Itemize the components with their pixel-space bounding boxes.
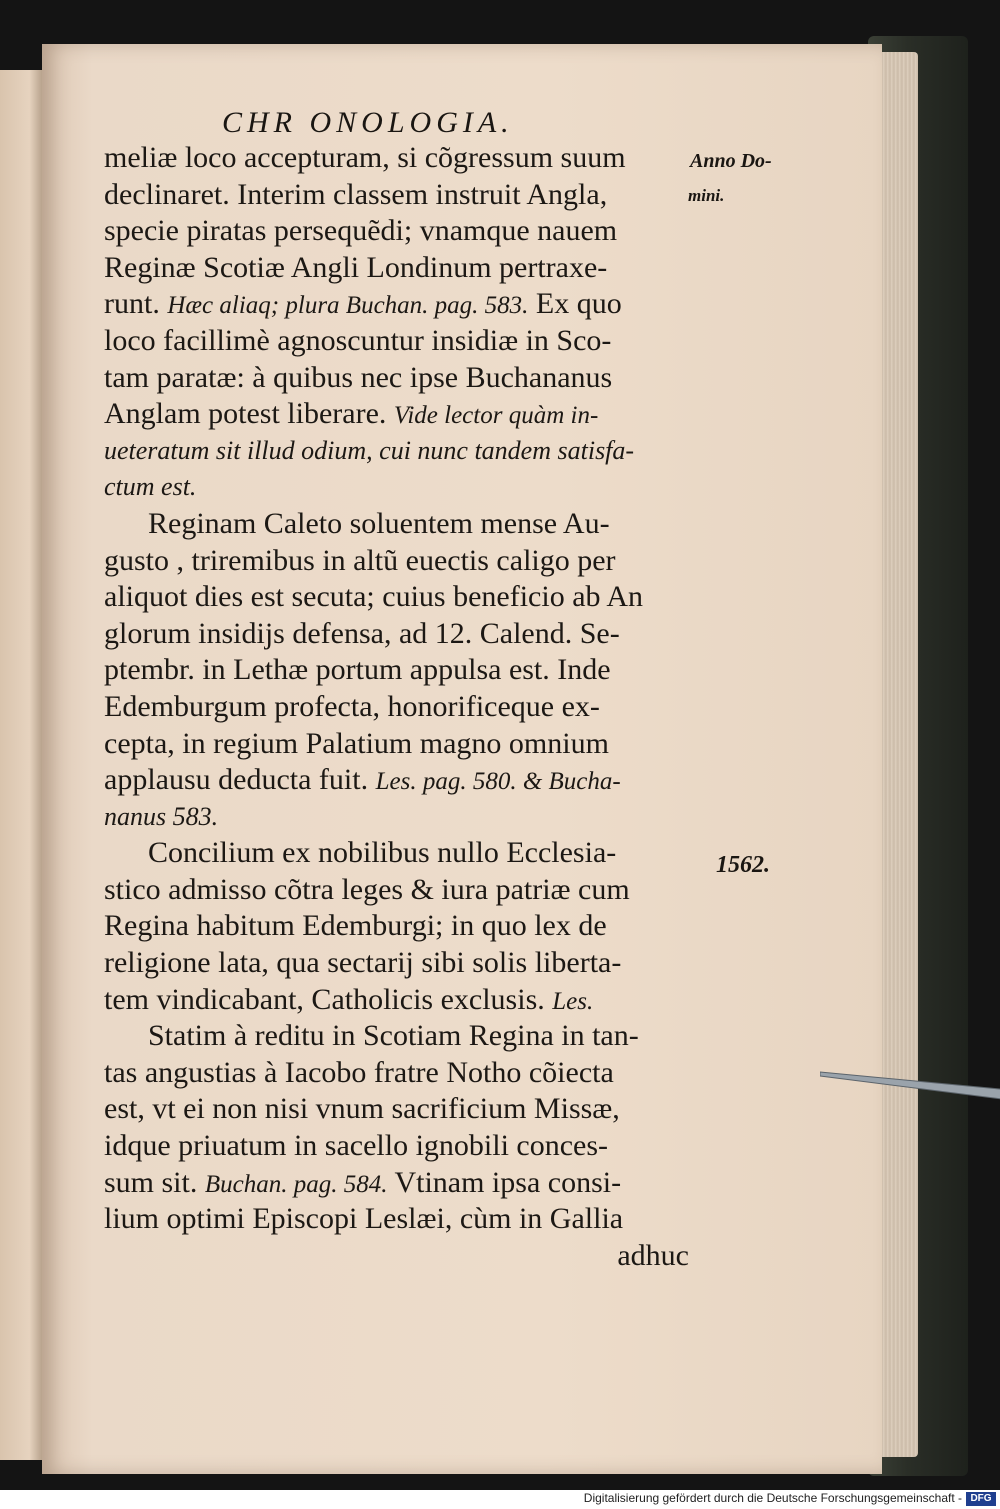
text-line: [104, 616, 689, 653]
text-line: [104, 1055, 689, 1092]
text-line: [104, 1091, 689, 1128]
citation-text: Vide lector quàm in-: [393, 402, 599, 430]
roman-text: gusto , triremibus in altũ euectis caligo per: [104, 543, 616, 577]
text-line: [104, 1128, 689, 1165]
roman-text: tam paratæ: à quibus nec ipse Buchananus: [104, 360, 613, 394]
text-line: [104, 469, 689, 506]
text-line: [104, 835, 689, 872]
text-line: [104, 1201, 689, 1238]
roman-text: specie piratas persequẽdi; vnamque nauem: [104, 214, 618, 248]
text-line: [104, 543, 689, 580]
roman-text: lium optimi Episcopi Leslæi, cùm in Gallia: [104, 1202, 624, 1236]
margin-note-year: 1562.: [716, 852, 770, 878]
text-line: [104, 982, 689, 1019]
running-head: CHR ONOLOGIA.: [222, 106, 514, 139]
text-line: [104, 506, 689, 543]
roman-text: loco facillimè agnoscuntur insidiæ in Sco-: [104, 323, 612, 357]
italic-text: ueteratum sit illud odium, cui nunc tandem satisfa-: [104, 435, 635, 465]
text-line: [104, 1238, 689, 1275]
text-line: [104, 250, 689, 287]
dfg-logo: DFG: [966, 1492, 996, 1506]
italic-text: ctum est.: [104, 472, 197, 502]
citation-text: Hæc aliaq; plura Buchan. pag. 583.: [167, 292, 529, 320]
text-line: [104, 360, 689, 397]
text-line: [104, 762, 689, 799]
text-line: [104, 433, 689, 470]
roman-text: meliæ loco accepturam, si cõgressum suum: [104, 141, 626, 174]
roman-text: Regina habitum Edemburgi; in quo lex de: [104, 909, 607, 943]
roman-text: aliquot dies est secuta; cuius beneficio ab An: [104, 580, 644, 614]
margin-note-mini: mini.: [688, 186, 725, 205]
text-line: [104, 726, 689, 763]
roman-text: tem vindicabant, Catholicis exclusis.: [104, 982, 553, 1016]
italic-text: nanus 583.: [104, 801, 219, 831]
text-line: [104, 323, 689, 360]
citation-text: Les. pag. 580. & Bucha-: [375, 768, 621, 796]
text-line: [104, 213, 689, 250]
roman-text: est, vt ei non nisi vnum sacrificium Missæ,: [104, 1092, 620, 1126]
roman-text: applausu deducta fuit.: [104, 763, 376, 797]
roman-text: Reginæ Scotiæ Angli Londinum pertraxe-: [104, 250, 608, 284]
roman-text: tas angustias à Iacobo fratre Notho cõiecta: [104, 1055, 614, 1089]
text-line: [104, 140, 689, 177]
text-line: [104, 1165, 689, 1202]
facing-page-edge: [0, 70, 42, 1460]
text-line: [104, 872, 689, 909]
roman-text: Ex quo: [528, 287, 622, 321]
roman-text: Edemburgum profecta, honorificeque ex-: [104, 689, 600, 723]
text-line: [104, 579, 689, 616]
text-line: [104, 908, 689, 945]
body-text: [104, 140, 689, 1274]
roman-text: runt.: [104, 287, 168, 321]
roman-text: Anglam potest liberare.: [104, 397, 394, 431]
bookmark-pointer: [820, 1060, 1000, 1100]
text-line: [104, 799, 689, 836]
roman-text: glorum insidijs defensa, ad 12. Calend. Se-: [104, 616, 620, 650]
text-line: [104, 652, 689, 689]
roman-text: stico admisso cõtra leges & iura patriæ cum: [104, 872, 630, 906]
citation-text: Les.: [552, 987, 594, 1015]
roman-text: Reginam Caleto soluentem mense Au-: [148, 506, 610, 540]
text-line: [104, 689, 689, 726]
roman-text: cepta, in regium Palatium magno omnium: [104, 726, 609, 760]
roman-text: adhuc: [617, 1238, 689, 1272]
text-line: [104, 177, 689, 214]
roman-text: ptembr. in Lethæ portum appulsa est. Inde: [104, 653, 611, 687]
footer-credit: Digitalisierung gefördert durch die Deutsche Forschungsgemeinschaft -: [583, 1491, 962, 1505]
margin-note-anno: Anno Do-: [690, 150, 772, 172]
text-line: [104, 396, 689, 433]
text-line: [104, 945, 689, 982]
text-line: [104, 1018, 689, 1055]
text-line: [104, 286, 689, 323]
roman-text: Statim à reditu in Scotiam Regina in tan-: [148, 1019, 639, 1053]
roman-text: Vtinam ipsa consi-: [387, 1165, 622, 1199]
citation-text: Buchan. pag. 584.: [204, 1170, 388, 1198]
roman-text: sum sit.: [104, 1165, 205, 1199]
roman-text: religione lata, qua sectarij sibi solis liberta-: [104, 946, 622, 980]
roman-text: declinaret. Interim classem instruit Angla,: [104, 177, 608, 211]
roman-text: Concilium ex nobilibus nullo Ecclesia-: [148, 836, 617, 870]
roman-text: idque priuatum in sacello ignobili conces-: [104, 1129, 609, 1163]
